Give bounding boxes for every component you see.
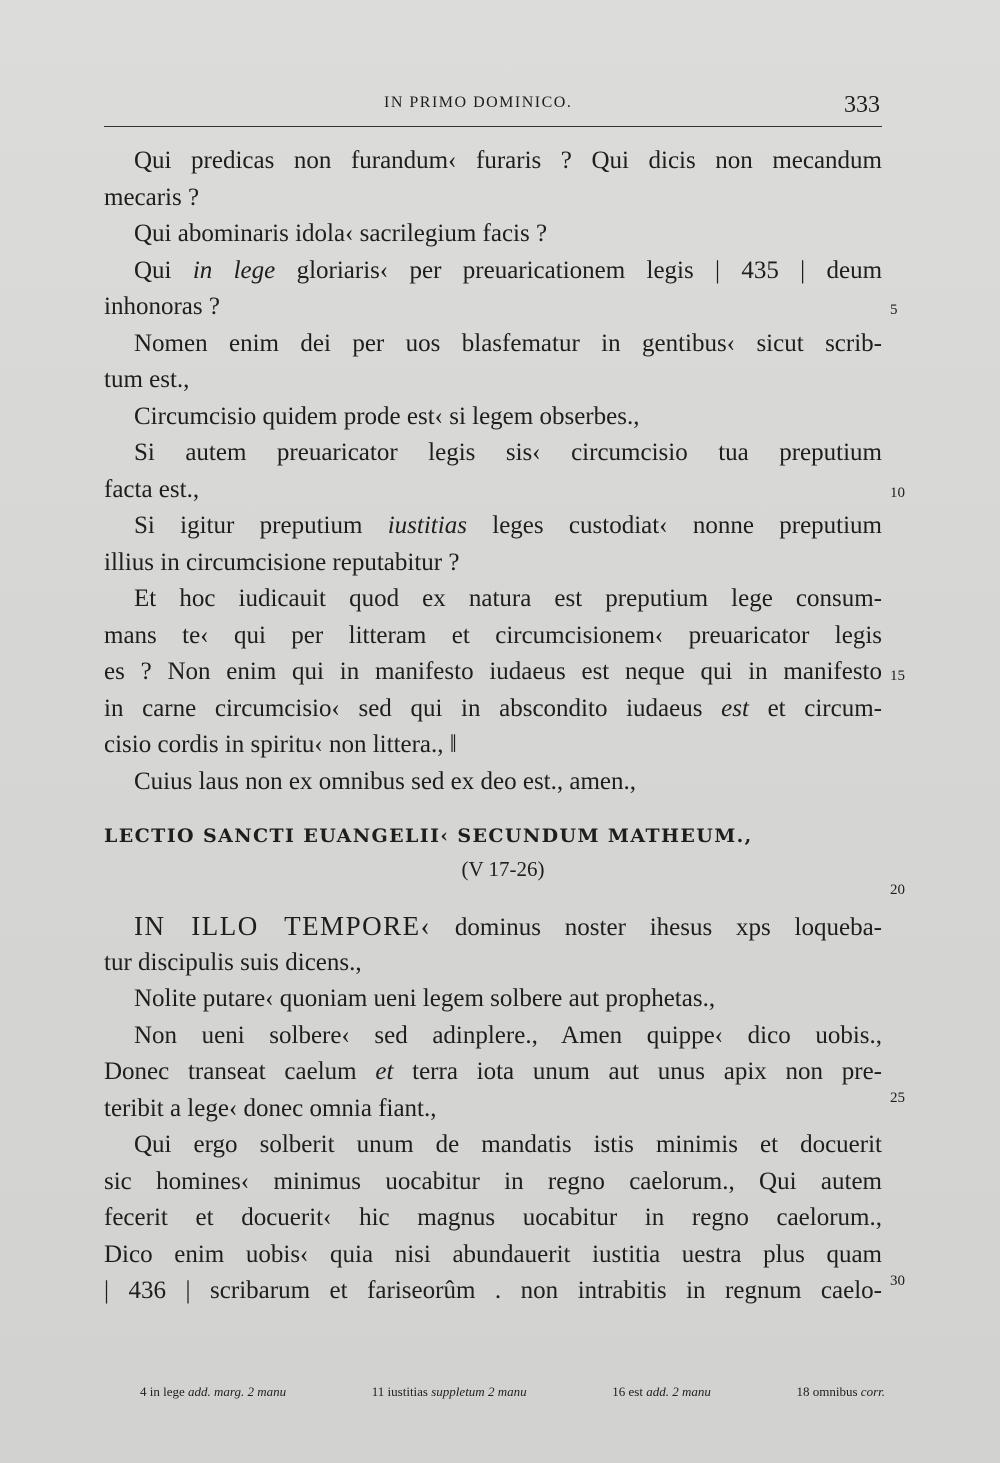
text-line-11 [104,508,882,545]
text-line-7: tum est., [104,366,190,393]
text-line-10: facta est., [104,475,200,503]
italic-et: et [375,1058,394,1085]
italic-iustitias: iustitias [387,512,467,539]
text-line-9: Si autem preuaricator legis sis‹ circumcisio tua preputium [134,439,882,466]
text-line-16 [104,691,882,728]
text-line-13: Et hoc iudicauit quod ex natura est preputium lege consum- [134,585,882,612]
running-title: IN PRIMO DOMINICO. [384,94,573,111]
gospel-line-5-end: terra iota unum aut unus apix non pre- [412,1058,883,1085]
note-4: 18 omnibus corr. [796,1384,885,1399]
note-1: 4 in lege add. marg. 2 manu [140,1384,287,1399]
page-header [104,92,882,132]
line-number-10: 10 [890,485,905,501]
section-subheading: (V 17-26) [461,857,545,881]
header-rule [104,126,882,127]
text-line-18: Cuius laus non ex omnibus sed ex deo est., amen., [134,767,637,795]
line-number-5: 5 [890,302,898,318]
gospel-line-11: | 436 | scribarum et fariseorûm . non intrabitis in regnum caelo- [104,1277,882,1304]
note-2: 11 iustitias suppletum 2 manu [371,1384,527,1399]
line-number-25: 25 [890,1090,905,1106]
text-line-3: Qui abominaris idola‹ sacrilegium facis ? [134,220,548,247]
text-line-14: mans te‹ qui per litteram et circumcisionem‹ preuaricator legis [104,621,882,649]
text-line-4 [104,253,882,290]
gospel-line-8: sic homines‹ minimus uocabitur in regno caelorum., Qui autem [104,1167,882,1195]
italic-est: est [721,694,749,722]
line-number-15: 15 [890,668,905,684]
gospel-line-5-start: Donec transeat caelum [104,1058,357,1085]
gospel-line-2: tur discipulis suis dicens., [104,948,362,976]
text-line-1: Qui predicas non furandum‹ furaris ? Qui dicis non mecandum [134,147,882,174]
text-line-8: Circumcisio quidem prode est‹ si legem obserbes., [134,402,640,430]
text-line-4-rest: per preuaricationem legis | 435 | deum [409,256,883,284]
note-3: 16 est add. 2 manu [612,1384,711,1399]
gospel-line-1 [104,908,882,945]
text-line-6: Nomen enim dei per uos blasfematur in gentibus‹ sicut scrib- [134,329,882,357]
text-line-2: mecaris ? [104,183,200,211]
gospel-line-3: Nolite putare‹ quoniam ueni legem solbere aut prophetas., [134,985,716,1012]
page-number: 333 [844,92,880,118]
incipit-caps: IN ILLO TEMPORE‹ [134,911,432,941]
text-line-5: inhonoras ? [104,293,220,320]
text-line-12: illius in circumcisione reputabitur ? [104,548,460,576]
text-line-16-start: in carne circumcisio‹ sed qui in abscondito iudaeus [104,694,703,722]
italic-in-lege: in lege [192,256,276,284]
gospel-line-1-rest: dominus noster ihesus xps loqueba- [454,914,882,941]
gospel-line-10: Dico enim uobis‹ quia nisi abundauerit iustitia uestra plus quam [104,1240,882,1268]
word-qui: Qui [134,256,172,284]
text-line-11-rest: leges custodiat‹ nonne preputium [492,512,883,539]
section-heading: LECTIO SANCTI EUANGELII‹ SECUNDUM MATHEUM., [104,825,753,847]
gospel-line-6: teribit a lege‹ donec omnia fiant., [104,1094,437,1122]
phrase-si-igitur: Si igitur preputium [134,512,363,539]
text-line-16-end: et circum- [767,694,882,722]
text-line-17: cisio cordis in spiritu‹ non littera., ‖ [104,731,457,758]
gospel-line-5 [104,1054,882,1091]
line-number-20: 20 [890,882,905,898]
word-gloriaris: gloriaris‹ [296,256,389,284]
text-line-15: es ? Non enim qui in manifesto iudaeus est neque qui in manifesto [104,658,882,685]
main-text [104,143,882,1310]
gospel-line-4: Non ueni solbere‹ sed adinplere., Amen quippe‹ dico uobis., [134,1021,882,1049]
gospel-line-9: fecerit et docuerit‹ hic magnus uocabitur in regno caelorum., [104,1204,882,1231]
line-number-30: 30 [890,1273,905,1289]
critical-apparatus [140,1384,885,1400]
gospel-line-7: Qui ergo solberit unum de mandatis istis minimis et docuerit [134,1131,882,1158]
